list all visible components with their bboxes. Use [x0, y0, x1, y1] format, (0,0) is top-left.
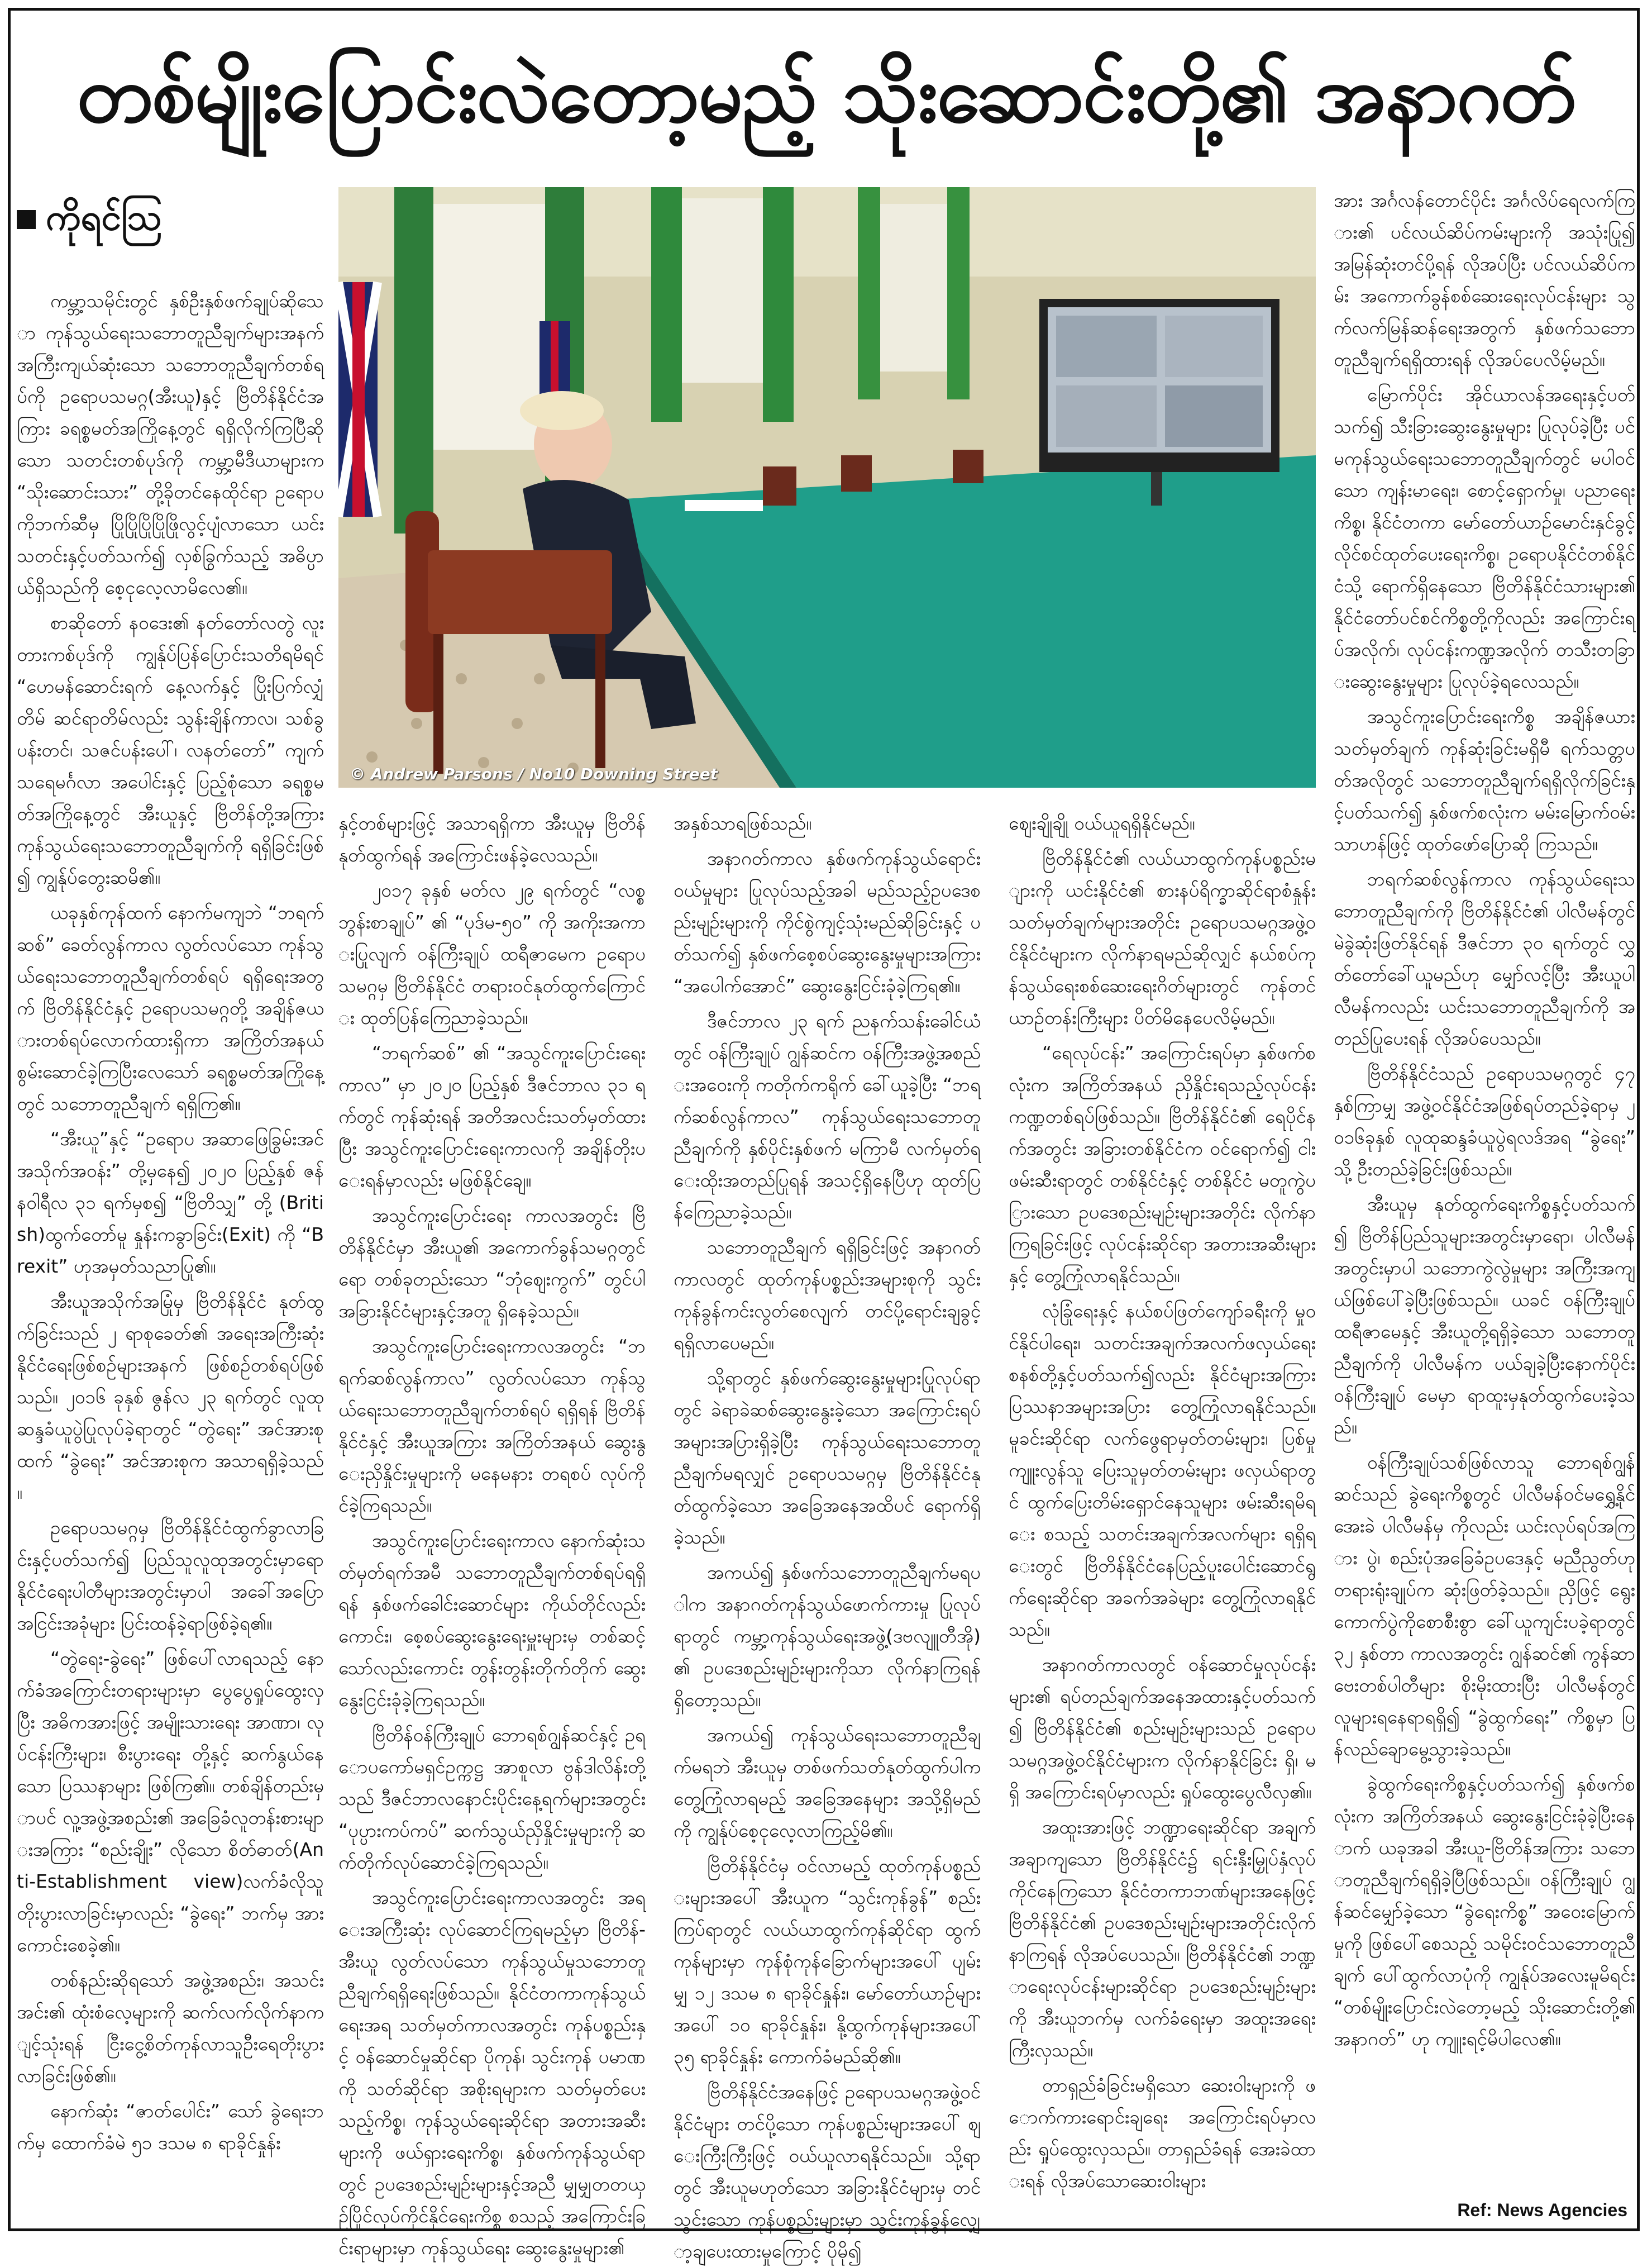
news-photo [338, 187, 1316, 788]
paragraph: အနာဂတ်ကာလ နှစ်ဖက်ကုန်သွယ်ရောင်းဝယ်မှုများ ပြုလုပ်သည့်အခါ မည်သည့်ဥပဒေစည်းမျဉ်းများကို ကိုင်စွဲကျင့်သုံးမည်ဆိုခြင်းနှင့် ပတ်သက်၍ နှစ်ဖက်စေ့စပ်ဆွေးနွေးမှုများအကြား “အပေါက်အောင်” ဆွေးနွေးငြင်းခုံခဲ့ကြရ၏။ [674, 847, 981, 997]
paragraph: ဗြိတိန်ဝန်ကြီးချုပ် ဘောရစ်ဂျွန်ဆင်နှင့် ဥရောပကော်မရှင်ဥက္ကဋ္ဌ အာစူလာ ဗွန်ဒါလိန်းတို့သည် ဒီဇင်ဘာလနောင်းပိုင်းနေ့ရက်များအတွင်း “ပုပ္ပားကပ်ကပ်” ဆက်သွယ်ညှိနှိုင်းမှုများကို ဆက်တိုက်လုပ်ဆောင်ခဲ့ကြရသည်။ [338, 1724, 646, 1873]
paragraph: ဗြိတိန်နိုင်ငံမှ ဝင်လာမည့် ထုတ်ကုန်ပစ္စည်းများအပေါ် အီးယူက “သွင်းကုန်ခွန်” စည်းကြပ်ရာတွင် လယ်ယာထွက်ကုန်ဆိုင်ရာ ထွက်ကုန်များမှာ ကုန်စုံကုန်ခြောက်များအပေါ် ပျမ်းမျှ ၁၂ ဒသမ ၈ ရာခိုင်နှုန်း၊ မော်တော်ယာဉ်များအပေါ် ၁၀ ရာခိုင်နှုန်း၊ နို့ထွက်ကုန်များအပေါ် ၃၅ ရာခိုင်နှုန်း ကောက်ခံမည်ဆို၏။ [674, 1855, 981, 2068]
paragraph: “ရေလုပ်ငန်း” အကြောင်းရပ်မှာ နှစ်ဖက်စလုံးက အကြိတ်အနယ် ညှိနှိုင်းရသည့်လုပ်ငန်းကဏ္ဍတစ်ရပ်ဖြစ်သည်။ ဗြိတိန်နိုင်ငံ၏ ရေပိုင်နက်အတွင်း အခြားတစ်နိုင်ငံက ဝင်ရောက်၍ ငါးဖမ်းဆီးရာတွင် တစ်နိုင်ငံနှင့် တစ်နိုင်ငံ မတူကွဲပြားသော ဥပဒေစည်းမျဉ်းများအတိုင်း လိုက်နာကြရခြင်းဖြင့် လုပ်ငန်းဆိုင်ရာ အတားအဆီးများနှင့် တွေ့ကြုံလာရနိုင်သည်။ [1009, 1042, 1316, 1287]
paragraph: အသွင်ကူးပြောင်းရေးကိစ္စ အချိန်ဇယားသတ်မှတ်ချက် ကုန်ဆုံးခြင်းမရှိမီ ရက်သတ္တပတ်အလိုတွင် သဘောတူညီချက်ရရှိလိုက်ခြင်းနှင့်ပတ်သက်၍ နှစ်ဖက်စလုံးက မမ်းမြောက်ဝမ်းသာဟန်ဖြင့် ထုတ်ဖော်ပြောဆို ကြသည်။ [1334, 706, 1635, 855]
paragraph: အီးယူမှ နုတ်ထွက်ရေးကိစ္စနှင့်ပတ်သက်၍ ဗြိတိန်ပြည်သူများအတွင်းမှာရော၊ ပါလီမန်အတွင်းမှာပါ သဘောကွဲလွဲမှုများ အကြီးအကျယ်ဖြစ်ပေါ်ခဲ့ပြီးဖြစ်သည်။ ယခင် ဝန်ကြီးချုပ် ထရီဇာမေနှင့် အီးယူတို့ရရှိခဲ့သော သဘောတူညီချက်ကို ပါလီမန်က ပယ်ချခဲ့ပြီးနောက်ပိုင်း ဝန်ကြီးချုပ် မေမှာ ရာထူးမှနုတ်ထွက်ပေးခဲ့သည်။ [1334, 1193, 1635, 1438]
square-bullet-icon [17, 210, 36, 229]
paragraph: အား အင်္ဂလန်တောင်ပိုင်း အင်္ဂလိပ်ရေလက်ကြား၏ ပင်လယ်ဆိပ်ကမ်းများကို အသုံးပြု၍ အမြန်ဆုံးတင်ပို့ရန် လိုအပ်ပြီး ပင်လယ်ဆိပ်ကမ်း အကောက်ခွန်စစ်ဆေးရေးလုပ်ငန်းများ သွက်လက်မြန်ဆန်ရေးအတွက် နှစ်ဖက်သဘောတူညီချက်ရရှိထားရန် လိုအပ်ပေလိမ့်မည်။ [1334, 189, 1635, 370]
paragraph: နှင့်တစ်များဖြင့် အသာရရှိကာ အီးယူမှ ဗြိတိန် နုတ်ထွက်ရန် အကြောင်းဖန်ခဲ့လေသည်။ [338, 812, 646, 866]
paragraph: နောက်ဆုံး “ဇာတ်ပေါင်း” သော် ခွဲရေးဘက်မှ ထောက်ခံမဲ ၅၁ ဒသမ ၈ ရာခိုင်နှုန်း [17, 2100, 324, 2154]
paragraph: အီးယူအသိုက်အမြုံမှ ဗြိတိန်နိုင်ငံ နုတ်ထွက်ခြင်းသည် ၂ ရာစုခေတ်၏ အရေးအကြီးဆုံး နိုင်ငံရေးဖြစ်စဉ်များအနက် ဖြစ်စဉ်တစ်ရပ်ဖြစ်သည်။ ၂၀၁၆ ခုနှစ် ဇွန်လ ၂၃ ရက်တွင် လူထုဆန္ဒခံယူပွဲပြုလုပ်ခဲ့ရာတွင် “တွဲရေး” အင်အားစုထက် “ခွဲရေး” အင်အားစုက အသာရရှိခဲ့သည်။ [17, 1290, 324, 1503]
paragraph: အထူးအားဖြင့် ဘဏ္ဍာရေးဆိုင်ရာ အချက်အချာကျသော ဗြိတိန်နိုင်ငံ၌ ရင်းနှီးမြှုပ်နှံလုပ်ကိုင်နေကြသော နိုင်ငံတကာဘဏ်များအနေဖြင့် ဗြိတိန်နိုင်ငံ၏ ဥပဒေစည်းမျဉ်းများအတိုင်းလိုက်နာကြရန် လိုအပ်ပေသည်။ ဗြိတိန်နိုင်ငံ၏ ဘဏ္ဍာရေးလုပ်ငန်းများဆိုင်ရာ ဥပဒေစည်းမျဉ်းများကို အီးယူဘက်မှ လက်ခံရေးမှာ အထူးအရေးကြီးလှသည်။ [1009, 1816, 1316, 2061]
paragraph: အသွင်ကူးပြောင်းရေးကာလ နောက်ဆုံးသတ်မှတ်ရက်အမီ သဘောတူညီချက်တစ်ရပ်ရရှိရန် နှစ်ဖက်ခေါင်းဆောင်များ ကိုယ်တိုင်လည်းကောင်း၊ စေ့စပ်ဆွေးနွေးရေးမှူးများမှ တစ်ဆင့်သော်လည်းကောင်း တွန်းတွန်းတိုက်တိုက် ဆွေးနွေးငြင်းခုံခဲ့ကြရသည်။ [338, 1530, 646, 1711]
paragraph: ကမ္ဘာ့သမိုင်းတွင် နှစ်ဦးနှစ်ဖက်ချုပ်ဆိုသော ကုန်သွယ်ရေးသဘောတူညီချက်များအနက် အကြီးကျယ်ဆုံးသော သဘောတူညီချက်တစ်ရပ်ကို ဥရောပသမဂ္ဂ(အီးယူ)နှင့် ဗြိတိန်နိုင်ငံအကြား ခရစ္စမတ်အကြိုနေ့တွင် ရရှိလိုက်ကြပြီဆိုသော သတင်းတစ်ပုဒ်ကို ကမ္ဘာ့မီဒီယာများက “သိုးဆောင်းသား” တို့ခိုတင်နေထိုင်ရာ ဥရောပကိုဘက်ဆီမှ ပြိုပြိုပြိုပြိုဖြိုလွင့်ပျံလာသော ယင်းသတင်းနှင့်ပတ်သက်၍ လှစ်ခြွက်သည့် အဓိပ္ပာယ်ရှိသည်ကို စေ့ငုလေ့လာမိလေ၏။ [17, 290, 324, 598]
column-5 [1334, 184, 1635, 2173]
column-1 [17, 184, 324, 2229]
column-3 [674, 807, 981, 2262]
author-name: ကိုရင်ဩ [46, 197, 162, 239]
paragraph: သဘောတူညီချက် ရရှိခြင်းဖြင့် အနာဂတ်ကာလတွင် ထုတ်ကုန်ပစ္စည်းအများစုကို သွင်းကုန်ခွန်ကင်းလွတ်စေလျက် တင်ပို့ရောင်းချခွင့် ရရှိလာပေမည်။ [674, 1236, 981, 1354]
photo-illustration [338, 187, 1316, 788]
paragraph: မြောက်ပိုင်း အိုင်ယာလန်အရေးနှင့်ပတ်သက်၍ သီးခြားဆွေးနွေးမှုများ ပြုလုပ်ခဲ့ပြီး ပင်မကုန်သွယ်ရေးသဘောတူညီချက်တွင် မပါဝင်သော ကျန်းမာရေး၊ စောင့်ရှောက်မှု၊ ပညာရေးကိစ္စ၊ နိုင်ငံတကာ မော်တော်ယာဉ်မောင်းနှင်ခွင့် လိုင်စင်ထုတ်ပေးရေးကိစ္စ၊ ဥရောပနိုင်ငံတစ်နိုင်ငံသို့ ရောက်ရှိနေသော ဗြိတိန်နိုင်ငံသားများ၏ နိုင်ငံတော်ပင်စင်ကိစ္စတို့ကိုလည်း အကြောင်းရပ်အလိုက်၊ လုပ်ငန်းကဏ္ဍအလိုက် တသီးတခြားဆွေးနွေးမှုများ ပြုလုပ်ခဲ့ရလေသည်။ [1334, 384, 1635, 692]
paragraph: အနာဂတ်ကာလတွင် ဝန်ဆောင်မှုလုပ်ငန်းများ၏ ရပ်တည်ချက်အနေအထားနှင့်ပတ်သက်၍ ဗြိတိန်နိုင်ငံ၏ စည်းမျဉ်းများသည် ဥရောပသမဂ္ဂအဖွဲ့ဝင်နိုင်ငံများက လိုက်နာနိုင်ခြင်း ရှိ၊ မရှိ အကြောင်းရပ်မှာလည်း ရှုပ်ထွေးပွေလီလှ၏။ [1009, 1654, 1316, 1803]
source-reference: Ref: News Agencies [1457, 2200, 1627, 2220]
photo-credit: © Andrew Parsons / No10 Downing Street [350, 765, 718, 783]
paragraph: သို့ရာတွင် နှစ်ဖက်ဆွေးနွေးမှုများပြုလုပ်ရာတွင် ခဲရာခဲဆစ်ဆွေးနွေးခဲ့သော အကြောင်းရပ်အများအပြားရှိခဲ့ပြီး ကုန်သွယ်ရေးသဘောတူညီချက်မရလျှင် ဥရောပသမဂ္ဂမှ ဗြိတိန်နိုင်ငံနုတ်ထွက်ခဲ့သော အခြေအနေအထိပင် ရောက်ရှိခဲ့သည်။ [674, 1367, 981, 1548]
paragraph: အနှစ်သာရဖြစ်သည်။ [674, 812, 812, 834]
paragraph: အသွင်ကူးပြောင်းရေးကာလအတွင်း အရေးအကြီးဆုံး လုပ်ဆောင်ကြရမည့်မှာ ဗြိတိန်-အီးယူ လွတ်လပ်သော ကုန်သွယ်မှုသဘောတူညီချက်ရရှိရေးဖြစ်သည်။ နိုင်ငံတကာကုန်သွယ်ရေးအရ သတ်မှတ်ကာလအတွင်း ကုန်ပစ္စည်းနှင့် ဝန်ဆောင်မှုဆိုင်ရာ ပိုကုန်၊ သွင်းကုန် ပမာဏကို သတ်ဆိုင်ရာ အစိုးရများက သတ်မှတ်ပေးသည့်ကိစ္စ၊ ကုန်သွယ်ရေးဆိုင်ရာ အတားအဆီးများကို ဖယ်ရှားရေးကိစ္စ၊ နှစ်ဖက်ကုန်သွယ်ရာတွင် ဥပဒေစည်းမျဉ်းများနှင့်အညီ မျှမျှတတယှဉ်ပြိုင်လုပ်ကိုင်နိုင်ရေးကိစ္စ စသည့် အကြောင်းခြင်းရာများမှာ ကုန်သွယ်ရေး ဆွေးနွေးမှုများ၏ [338, 1887, 646, 2259]
paragraph: ဈေးချိုချို ဝယ်ယူရရှိနိုင်မည်။ [1009, 812, 1195, 834]
paragraph: ခွဲထွက်ရေးကိစ္စနှင့်ပတ်သက်၍ နှစ်ဖက်စလုံးက အကြိတ်အနယ် ဆွေးနွေးငြင်းခုံခဲ့ပြီးနောက် ယခုအခါ အီးယူ-ဗြိတိန်အကြား သဘောတူညီချက်ရရှိခဲ့ပြီဖြစ်သည်။ ဝန်ကြီးချုပ် ဂျွန်ဆင်မျှော်ခဲ့သော “ခွဲရေးကိစ္စ” အဝေးမြောက်မှုကို ဖြစ်ပေါ်စေသည့် သမိုင်းဝင်သဘောတူညီချက် ပေါ်ထွက်လာပုံကို ကျွန်ုပ်အလေးမူမိရင်း “တစ်မျိုးပြောင်းလဲတော့မည့် သိုးဆောင်းတို့၏ အနာဂတ်” ဟု ကျူးရင့်မိပါလေ၏။ [1334, 1773, 1635, 2050]
paragraph: စာဆိုတော် နဝဒေး၏ နတ်တော်လတွဲ လူးတားကစ်ပုဒ်ကို ကျွန်ုပ်ပြန်ပြောင်းသတိရမိရင် “ဟေမန်ဆောင်းရက် နေ့လက်နှင့် ပြိုးပြက်လျှံတိမ် ဆင်ရာတိမ်လည်း သွန်းချိန်ကာလ၊ သစ်ခွပန်းတင်၊ သဇင်ပန်းပေါ်၊ လနတ်တော်” ကျက်သရေမင်္ဂလာ အပေါင်းနှင့် ပြည့်စုံသော ခရစ္စမတ်အကြိုနေ့တွင် အီးယူနှင့် ဗြိတိန်တို့အကြား ကုန်သွယ်ရေးသဘောတူညီချက်ကို ရရှိခြင်းဖြစ်၍ ကျွန်ုပ်တွေးဆမိ၏။ [17, 612, 324, 888]
paragraph: “တွဲရေး-ခွဲရေး” ဖြစ်ပေါ်လာရသည့် နောက်ခံအကြောင်းတရားများမှာ ပွေပွေရှုပ်ထွေးလှပြီး အဓိကအားဖြင့် အမျိုးသားရေး အာဏာ၊ လုပ်ငန်းကြီးများ၊ စီးပွားရေး တို့နှင့် ဆက်နွယ်နေသော ပြဿနာများ ဖြစ်ကြ၏။ တစ်ချိန်တည်းမှာပင် လူ့အဖွဲ့အစည်း၏ အခြေခံလူတန်းစားများအကြား “စည်းချိုး” လိုသော စိတ်ဓာတ်(Anti-Establishment view)လက်ခံလိုသူ တိုးပွားလာခြင်းမှာလည်း “ခွဲရေး” ဘက်မှ အားကောင်းစေခဲ့၏။ [17, 1647, 324, 1956]
paragraph: “ဘရက်ဆစ်” ၏ “အသွင်ကူးပြောင်းရေးကာလ” မှာ ၂၀၂၀ ပြည့်နှစ် ဒီဇင်ဘာလ ၃၁ ရက်တွင် ကုန်ဆုံးရန် အတိအလင်းသတ်မှတ်ထားပြီး အသွင်ကူးပြောင်းရေးကာလကို အချိန်တိုးပေးရန်မှာလည်း မဖြစ်နိုင်ချေ။ [338, 1042, 646, 1191]
paragraph: ဘရက်ဆစ်လွန်ကာလ ကုန်သွယ်ရေးသဘောတူညီချက်ကို ဗြိတိန်နိုင်ငံ၏ ပါလီမန်တွင် မဲခွဲဆုံးဖြတ်နိုင်ရန် ဒီဇင်ဘာ ၃၀ ရက်တွင် လွှတ်တော်ခေါ်ယူမည်ဟု မျှော်လင့်ပြီး အီးယူပါလီမန်ကလည်း ယင်းသဘောတူညီချက်ကို အတည်ပြုပေးရန် လိုအပ်ပေသည်။ [1334, 868, 1635, 1049]
paragraph: တာရှည်ခံခြင်းမရှိသော ဆေးဝါးများကို ဖောက်ကားရောင်းချရေး အကြောင်းရပ်မှာလည်း ရှုပ်ထွေးလှသည်။ တာရှည်ခံရန် အေးခဲထားရန် လိုအပ်သောဆေးဝါးများ [1009, 2074, 1316, 2192]
paragraph: လုံခြုံရေးနှင့် နယ်စပ်ဖြတ်ကျော်ခရီးကို မှုဝင်နိုင်ပါရေး၊ သတင်းအချက်အလက်ဖလှယ်ရေးစနစ်တို့နှင့်ပတ်သက်၍လည်း နိုင်ငံများအကြား ပြဿနာအများအပြား တွေ့ကြုံလာရနိုင်သည်။ မူခင်းဆိုင်ရာ လက်ဖွေရာမှတ်တမ်းများ၊ ပြစ်မှုကျူးလွန်သူ ပြေးသူမှတ်တမ်းများ ဖလှယ်ရာတွင် ထွက်ပြေးတိမ်းရှောင်နေသူများ ဖမ်းဆီးရမိရေး စသည့် သတင်းအချက်အလက်များ ရရှိရေးတွင် ဗြိတိန်နိုင်ငံနေပြည့်ပူးပေါင်းဆောင်ရွက်ရေးဆိုင်ရာ အခက်အခဲများ တွေ့ကြုံလာရနိုင်သည်။ [1009, 1300, 1316, 1640]
paragraph: ဗြိတိန်နိုင်ငံသည် ဥရောပသမဂ္ဂတွင် ၄၇ နှစ်ကြာမျှ အဖွဲ့ဝင်နိုင်ငံအဖြစ်ရပ်တည်ခဲ့ရာမှ ၂၀၁၆ခုနှစ် လူထုဆန္ဒခံယူပွဲရလဒ်အရ “ခွဲရေး” သို့ ဦးတည်ခဲ့ခြင်းဖြစ်သည်။ [1334, 1063, 1635, 1180]
paragraph: တစ်နည်းဆိုရသော် အဖွဲ့အစည်း၊ အသင်းအင်း၏ ထုံးစံလေ့များကို ဆက်လက်လိုက်နာကျင့်သုံးရန် ငြီးငွေ့စိတ်ကုန်လာသူဦးရေတိုးပွားလာခြင်းဖြစ်၏။ [17, 1969, 324, 2087]
paragraph: ဥရောပသမဂ္ဂမှ ဗြိတိန်နိုင်ငံထွက်ခွာလာခြင်းနှင့်ပတ်သက်၍ ပြည်သူလူထုအတွင်းမှာရော နိုင်ငံရေးပါတီများအတွင်းမှာပါ အခေါ်အပြော အငြင်းအခုံများ ပြင်းထန်ခဲ့ရာဖြစ်ခဲ့ရ၏။ [17, 1517, 324, 1634]
paragraph: အကယ်၍ နှစ်ဖက်သဘောတူညီချက်မရပါက အနာဂတ်ကုန်သွယ်ဖောက်ကားမှု ပြုလုပ်ရာတွင် ကမ္ဘာ့ကုန်သွယ်ရေးအဖွဲ့(ဒဗလျူတီအို)၏ ဥပဒေစည်းမျဉ်းများကိုသာ လိုက်နာကြရန် ရှိတော့သည်။ [674, 1561, 981, 1711]
paragraph: “အီးယူ”နှင့် “ဥရောပ အဆာဖြေခြွမ်းအင်အသိုက်အဝန်း” တို့မှနေ၍ ၂၀၂၀ ပြည့်နှစ် ဇန်နဝါရီလ ၃၁ ရက်မှစ၍ “ဗြိတိသျှ” တို့ (British)ထွက်တော်မူ နှုန်းကခွာခြင်း(Exit) ကို “Brexit” ဟုအမှတ်သညာပြု၏။ [17, 1128, 324, 1277]
column-1-text [17, 285, 324, 2229]
paragraph: အသွင်ကူးပြောင်းရေးကာလအတွင်း “ဘရက်ဆစ်လွန်ကာလ” လွတ်လပ်သော ကုန်သွယ်ရေးသဘောတူညီချက်တစ်ရပ် ရရှိရန် ဗြိတိန်နိုင်ငံနှင့် အီးယူအကြား အကြိတ်အနယ် ဆွေးနွေးညှိနှိုင်းမှုများကို မနေမနား တရစပ် လုပ်ကိုင်ခဲ့ကြရသည်။ [338, 1335, 646, 1516]
paragraph: ဒီဇင်ဘာလ ၂၃ ရက် ညနက်သန်းခေါင်ယံတွင် ဝန်ကြီးချုပ် ဂျွန်ဆင်က ဝန်ကြီးအဖွဲ့အစည်းအဝေးကို ကတိုက်ကရိုက် ခေါ်ယူခဲ့ပြီး “ဘရက်ဆစ်လွန်ကာလ” ကုန်သွယ်ရေးသဘောတူညီချက်ကို နှစ်ပိုင်းနှစ်ဖက် မကြာမီ လက်မှတ်ရေးထိုးအတည်ပြုရန် အသင့်ရှိနေပြီဟု ထုတ်ပြန်ကြေညာခဲ့သည်။ [674, 1010, 981, 1223]
column-4 [1009, 807, 1316, 2229]
byline [17, 184, 324, 251]
headline: တစ်မျိုးပြောင်းလဲတော့မည့် သိုးဆောင်းတို့၏ အနာဂတ် [77, 49, 1575, 140]
paragraph: အကယ်၍ ကုန်သွယ်ရေးသဘောတူညီချက်မရဘဲ အီးယူမှ တစ်ဖက်သတ်နုတ်ထွက်ပါက တွေ့ကြုံလာရမည့် အခြေအနေများ အသို့ရှိမည်ကို ကျွန်ုပ်စေ့ငုလေ့လာကြည့်မိ၏။ [674, 1724, 981, 1841]
paragraph: ၂၀၁၇ ခုနှစ် မတ်လ ၂၉ ရက်တွင် “လစ္စဘွန်းစာချုပ်” ၏ “ပုဒ်မ-၅၀” ကို အကိုးအကားပြုလျက် ဝန်ကြီးချုပ် ထရီဇာမေက ဥရောပသမဂ္ဂမှ ဗြိတိန်နိုင်ငံ တရားဝင်နုတ်ထွက်ကြောင်း ထုတ်ပြန်ကြေညာခဲ့သည်။ [338, 879, 646, 1028]
paragraph: ယခုနှစ်ကုန်ထက် နောက်မကျဘဲ “ဘရက်ဆစ်” ခေတ်လွန်ကာလ လွတ်လပ်သော ကုန်သွယ်ရေးသဘောတူညီချက်တစ်ရပ် ရရှိရေးအတွက် ဗြိတိန်နိုင်ငံနှင့် ဥရောပသမဂ္ဂတို့ အချိန်ဇယားတစ်ရပ်လောက်ထားရှိကာ အကြိတ်အနယ် စွမ်းဆောင်ခဲ့ကြပြီးလေသော် ခရစ္စမတ်အကြိုနေ့တွင် သဘောတူညီချက် ရရှိကြ၏။ [17, 902, 324, 1115]
paragraph: အသွင်ကူးပြောင်းရေး ကာလအတွင်း ဗြိတိန်နိုင်ငံမှာ အီးယူ၏ အကောက်ခွန်သမဂ္ဂတွင်ရော တစ်ခုတည်းသော “ဘုံဈေးကွက်” တွင်ပါ အခြားနိုင်ငံများနှင့်အတူ ရှိနေခဲ့သည်။ [338, 1204, 646, 1322]
paragraph: ဝန်ကြီးချုပ်သစ်ဖြစ်လာသူ ဘောရစ်ဂျွန်ဆင်သည် ခွဲရေးကိစ္စတွင် ပါလီမန်ဝင်မရွှေ့နိုင်အေးခဲ ပါလီမန်မှ ကိုလည်း ယင်းလုပ်ရပ်အကြား ပွဲ၊ စည်းပုံအခြေခံဥပဒေနှင့် မညီညွတ်ဟု တရားရုံးချုပ်က ဆုံးဖြတ်ခဲ့သည်။ ညှိဖြင့် ရွေးကောက်ပွဲကိုစောစီးစွာ ခေါ်ယူကျင်းပခဲ့ရာတွင် ၃၂ နှစ်တာ ကာလအတွင်း ဂျွန်ဆင်၏ ကွန်ဆာဗေးတစ်ပါတီများ စိုးမိုးထားပြီး ပါလီမန်တွင် လူများရနေရာရရှိ၍ “ခွဲထွက်ရေး” ကိစ္စမှာ ပြန်လည်ချောမွေ့သွားခဲ့သည်။ [1334, 1451, 1635, 1760]
paragraph: ဗြိတိန်နိုင်ငံ၏ လယ်ယာထွက်ကုန်ပစ္စည်းများကို ယင်းနိုင်ငံ၏ စားနပ်ရိက္ခာဆိုင်ရာစံနှုန်းသတ်မှတ်ချက်များအတိုင်း ဥရောပသမဂ္ဂအဖွဲ့ဝင်နိုင်ငံများက လိုက်နာရမည်ဆိုလျှင် နယ်စပ်ကုန်သွယ်ရေးစစ်ဆေးရေးဂိတ်များတွင် ကုန်တင်ယာဉ်တန်းကြီးများ ပိတ်မိနေပေလိမ့်မည်။ [1009, 847, 1316, 1028]
paragraph: ဗြိတိန်နိုင်ငံအနေဖြင့် ဥရောပသမဂ္ဂအဖွဲ့ဝင်နိုင်ငံများ တင်ပို့သော ကုန်ပစ္စည်းများအပေါ် ဈေးကြီးကြီးဖြင့် ဝယ်ယူလာရနိုင်သည်။ သို့ရာတွင် အီးယူမဟုတ်သော အခြားနိုင်ငံများမှ တင်သွင်းသော ကုန်ပစ္စည်းများမှာ သွင်းကုန်ခွန်လျှော့ချပေးထားမှုကြောင့် ပိုမို၍ [674, 2081, 981, 2262]
column-2 [338, 807, 646, 2259]
